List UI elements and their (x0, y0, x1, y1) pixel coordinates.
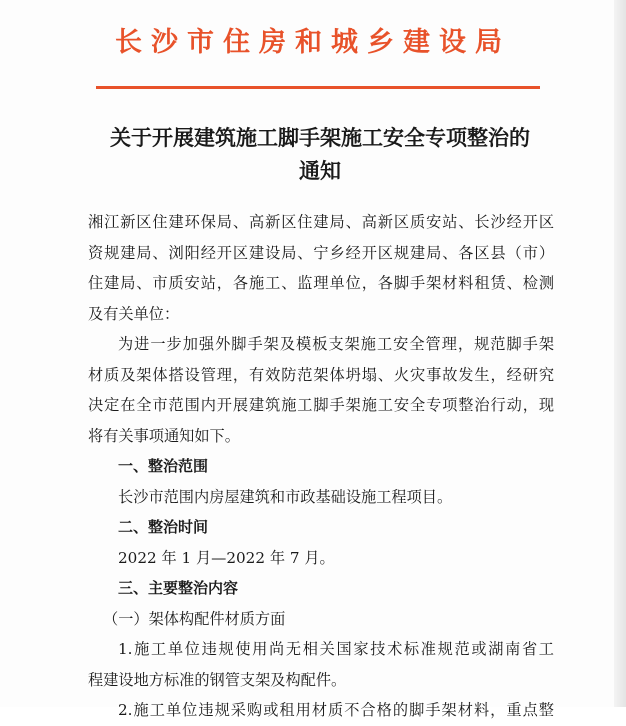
document-title (80, 121, 560, 187)
addressee-line-1: 湘江新区住建环保局、高新区住建局、高新区质安站、长沙经开区 (88, 213, 554, 231)
item-1-line-1: 1.施工单位违规使用尚无相关国家技术标准规范或湖南省工 (118, 640, 554, 658)
section-2-text: 2022 年 1 月—2022 年 7 月。 (118, 548, 335, 567)
header-red-rule (96, 86, 540, 89)
section-2-heading: 二、整治时间 (118, 518, 209, 536)
section-1-heading: 一、整治范围 (118, 457, 209, 475)
subsection-1-heading: （一）架体构配件材质方面 (103, 609, 286, 628)
intro-line-4: 将有关事项通知如下。 (88, 426, 240, 445)
document-body (88, 207, 554, 726)
addressee-line-2: 资规建局、浏阳经开区建设局、宁乡经开区规建局、各区县（市） (88, 243, 554, 262)
item-2-line-1: 2.施工单位违规采购或租用材质不合格的脚手架材料，重点整 (118, 701, 554, 719)
addressee-line-4: 及有关单位： (88, 304, 180, 323)
page-edge-shadow (614, 0, 626, 707)
intro-line-2: 材质及架体搭设管理，有效防范架体坍塌、火灾事故发生，经研究 (88, 365, 554, 384)
title-line-2: 通知 (299, 158, 341, 183)
item-1-line-2: 程建设地方标准的钢管支架及构配件。 (88, 670, 347, 689)
section-3-heading: 三、主要整治内容 (118, 579, 239, 597)
section-1-text: 长沙市范围内房屋建筑和市政基础设施工程项目。 (118, 487, 453, 506)
intro-line-1: 为进一步加强外脚手架及模板支架施工安全管理，规范脚手架 (118, 335, 554, 353)
title-line-1: 关于开展建筑施工脚手架施工安全专项整治的 (110, 125, 530, 150)
intro-line-3: 决定在全市范围内开展建筑施工脚手架施工安全专项整治行动，现 (88, 396, 554, 414)
addressee-line-3: 住建局、市质安站，各施工、监理单位，各脚手架材料租赁、检测 (88, 274, 554, 292)
org-header: 长沙市住房和城乡建设局 (115, 27, 511, 58)
